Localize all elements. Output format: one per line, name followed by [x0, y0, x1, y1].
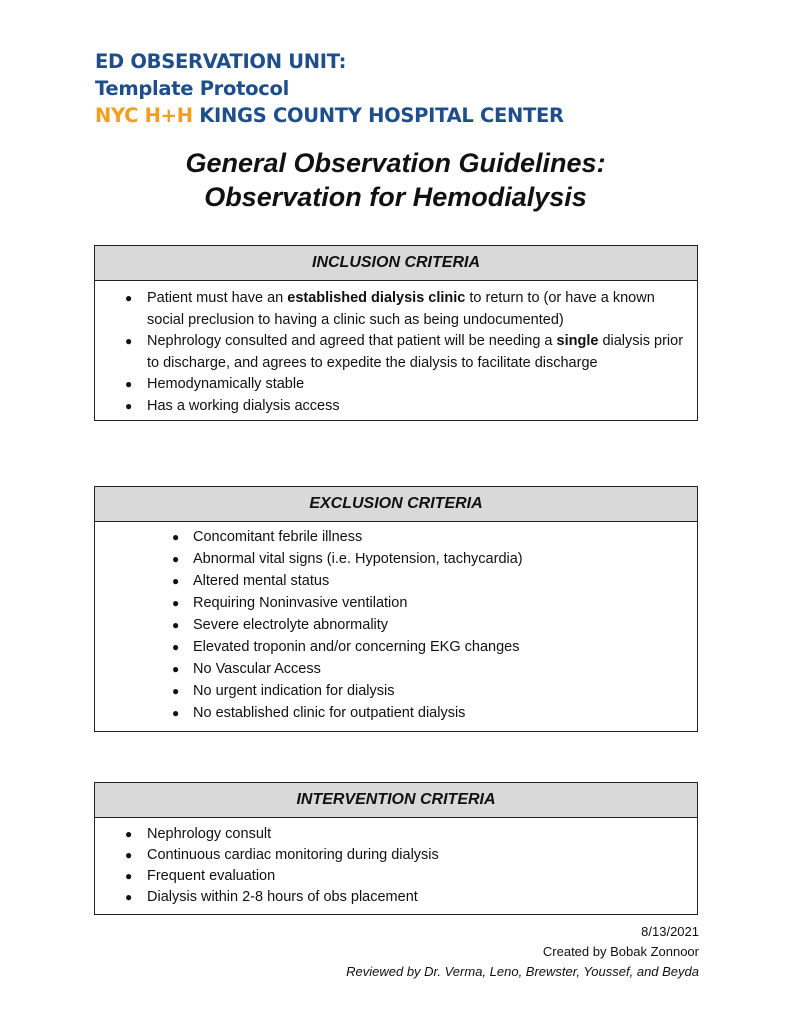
bullet-icon: ●: [125, 291, 133, 305]
list-item: [95, 702, 697, 724]
item-text: Nephrology consulted and agreed that patient will be needing a: [147, 333, 557, 349]
item-text: Frequent evaluation: [147, 868, 276, 884]
hospital-name-suffix: KINGS COUNTY HOSPITAL CENTER: [192, 104, 564, 127]
document-header: [95, 48, 564, 129]
hospital-name: [95, 102, 564, 129]
list-item: [95, 887, 697, 908]
document-date: 8/13/2021: [641, 924, 699, 939]
bullet-icon: ●: [172, 684, 180, 698]
intervention-criteria-heading: INTERVENTION CRITERIA: [95, 783, 697, 818]
item-text: Requiring Noninvasive ventilation: [193, 595, 408, 611]
reviewer-credit: Reviewed by Dr. Verma, Leno, Brewster, Youssef, and Beyda: [346, 964, 699, 979]
item-text: dialysis prior to discharge, and agrees to expedite the dialysis to facilitate discharge: [147, 333, 684, 371]
hospital-name-prefix: NYC H+H: [95, 104, 193, 127]
item-text: Altered mental status: [193, 573, 330, 589]
bullet-icon: ●: [172, 640, 180, 654]
document-footer: [346, 922, 699, 982]
bullet-icon: ●: [125, 334, 133, 348]
list-item: [95, 680, 697, 702]
list-item: [95, 331, 697, 374]
bullet-icon: ●: [172, 552, 180, 566]
bullet-icon: ●: [172, 596, 180, 610]
author-credit: Created by Bobak Zonnoor: [542, 944, 699, 959]
item-text: Concomitant febrile illness: [193, 529, 363, 545]
list-item: [95, 614, 697, 636]
item-text: Has a working dialysis access: [147, 397, 340, 414]
item-text: Hemodynamically stable: [147, 376, 305, 392]
inclusion-criteria-table: [94, 245, 698, 421]
list-item: [95, 374, 697, 396]
item-text: Continuous cardiac monitoring during dialysis: [147, 847, 439, 863]
list-item: [95, 658, 697, 680]
item-text: to return to (or have a known social preclusion to having a clinic such as being undocumented): [147, 290, 655, 328]
exclusion-criteria-list: [95, 522, 697, 724]
bullet-icon: ●: [172, 662, 180, 676]
unit-title: ED OBSERVATION UNIT:: [95, 50, 347, 73]
item-text: Nephrology consult: [147, 826, 272, 842]
bullet-icon: ●: [125, 890, 133, 904]
item-text: No established clinic for outpatient dialysis: [193, 705, 466, 721]
item-text: No Vascular Access: [193, 661, 321, 677]
bullet-icon: ●: [172, 618, 180, 632]
bullet-icon: ●: [125, 377, 133, 391]
item-text: No urgent indication for dialysis: [193, 683, 395, 699]
list-item: [95, 824, 697, 845]
page-title: [0, 146, 791, 214]
list-item: [95, 526, 697, 548]
bullet-icon: ●: [172, 530, 180, 544]
item-text: Severe electrolyte abnormality: [193, 617, 389, 633]
item-emphasis: established dialysis clinic: [287, 290, 466, 306]
list-item: [95, 636, 697, 658]
inclusion-criteria-list: [95, 281, 697, 417]
page-title-line1: General Observation Guidelines:: [185, 148, 606, 178]
item-emphasis: single: [556, 333, 599, 349]
list-item: [95, 288, 697, 331]
exclusion-criteria-table: [94, 486, 698, 732]
bullet-icon: ●: [125, 398, 133, 413]
item-text: Dialysis within 2-8 hours of obs placement: [147, 889, 418, 905]
protocol-subtitle: Template Protocol: [95, 77, 289, 100]
list-item: [95, 845, 697, 866]
intervention-criteria-table: [94, 782, 698, 915]
bullet-icon: ●: [125, 827, 133, 841]
intervention-criteria-list: [95, 818, 697, 908]
list-item: [95, 570, 697, 592]
item-text: Abnormal vital signs (i.e. Hypotension, tachycardia): [193, 551, 523, 567]
list-item: [95, 548, 697, 570]
exclusion-criteria-heading: EXCLUSION CRITERIA: [95, 487, 697, 522]
page-title-line2: Observation for Hemodialysis: [204, 182, 587, 212]
list-item: [95, 866, 697, 887]
inclusion-criteria-heading: INCLUSION CRITERIA: [95, 246, 697, 281]
item-text: Elevated troponin and/or concerning EKG changes: [193, 639, 520, 655]
bullet-icon: ●: [172, 706, 180, 720]
bullet-icon: ●: [125, 869, 133, 883]
list-item: [95, 592, 697, 614]
bullet-icon: ●: [125, 848, 133, 862]
list-item: [95, 396, 697, 418]
bullet-icon: ●: [172, 574, 180, 588]
item-text: Patient must have an: [147, 290, 288, 306]
